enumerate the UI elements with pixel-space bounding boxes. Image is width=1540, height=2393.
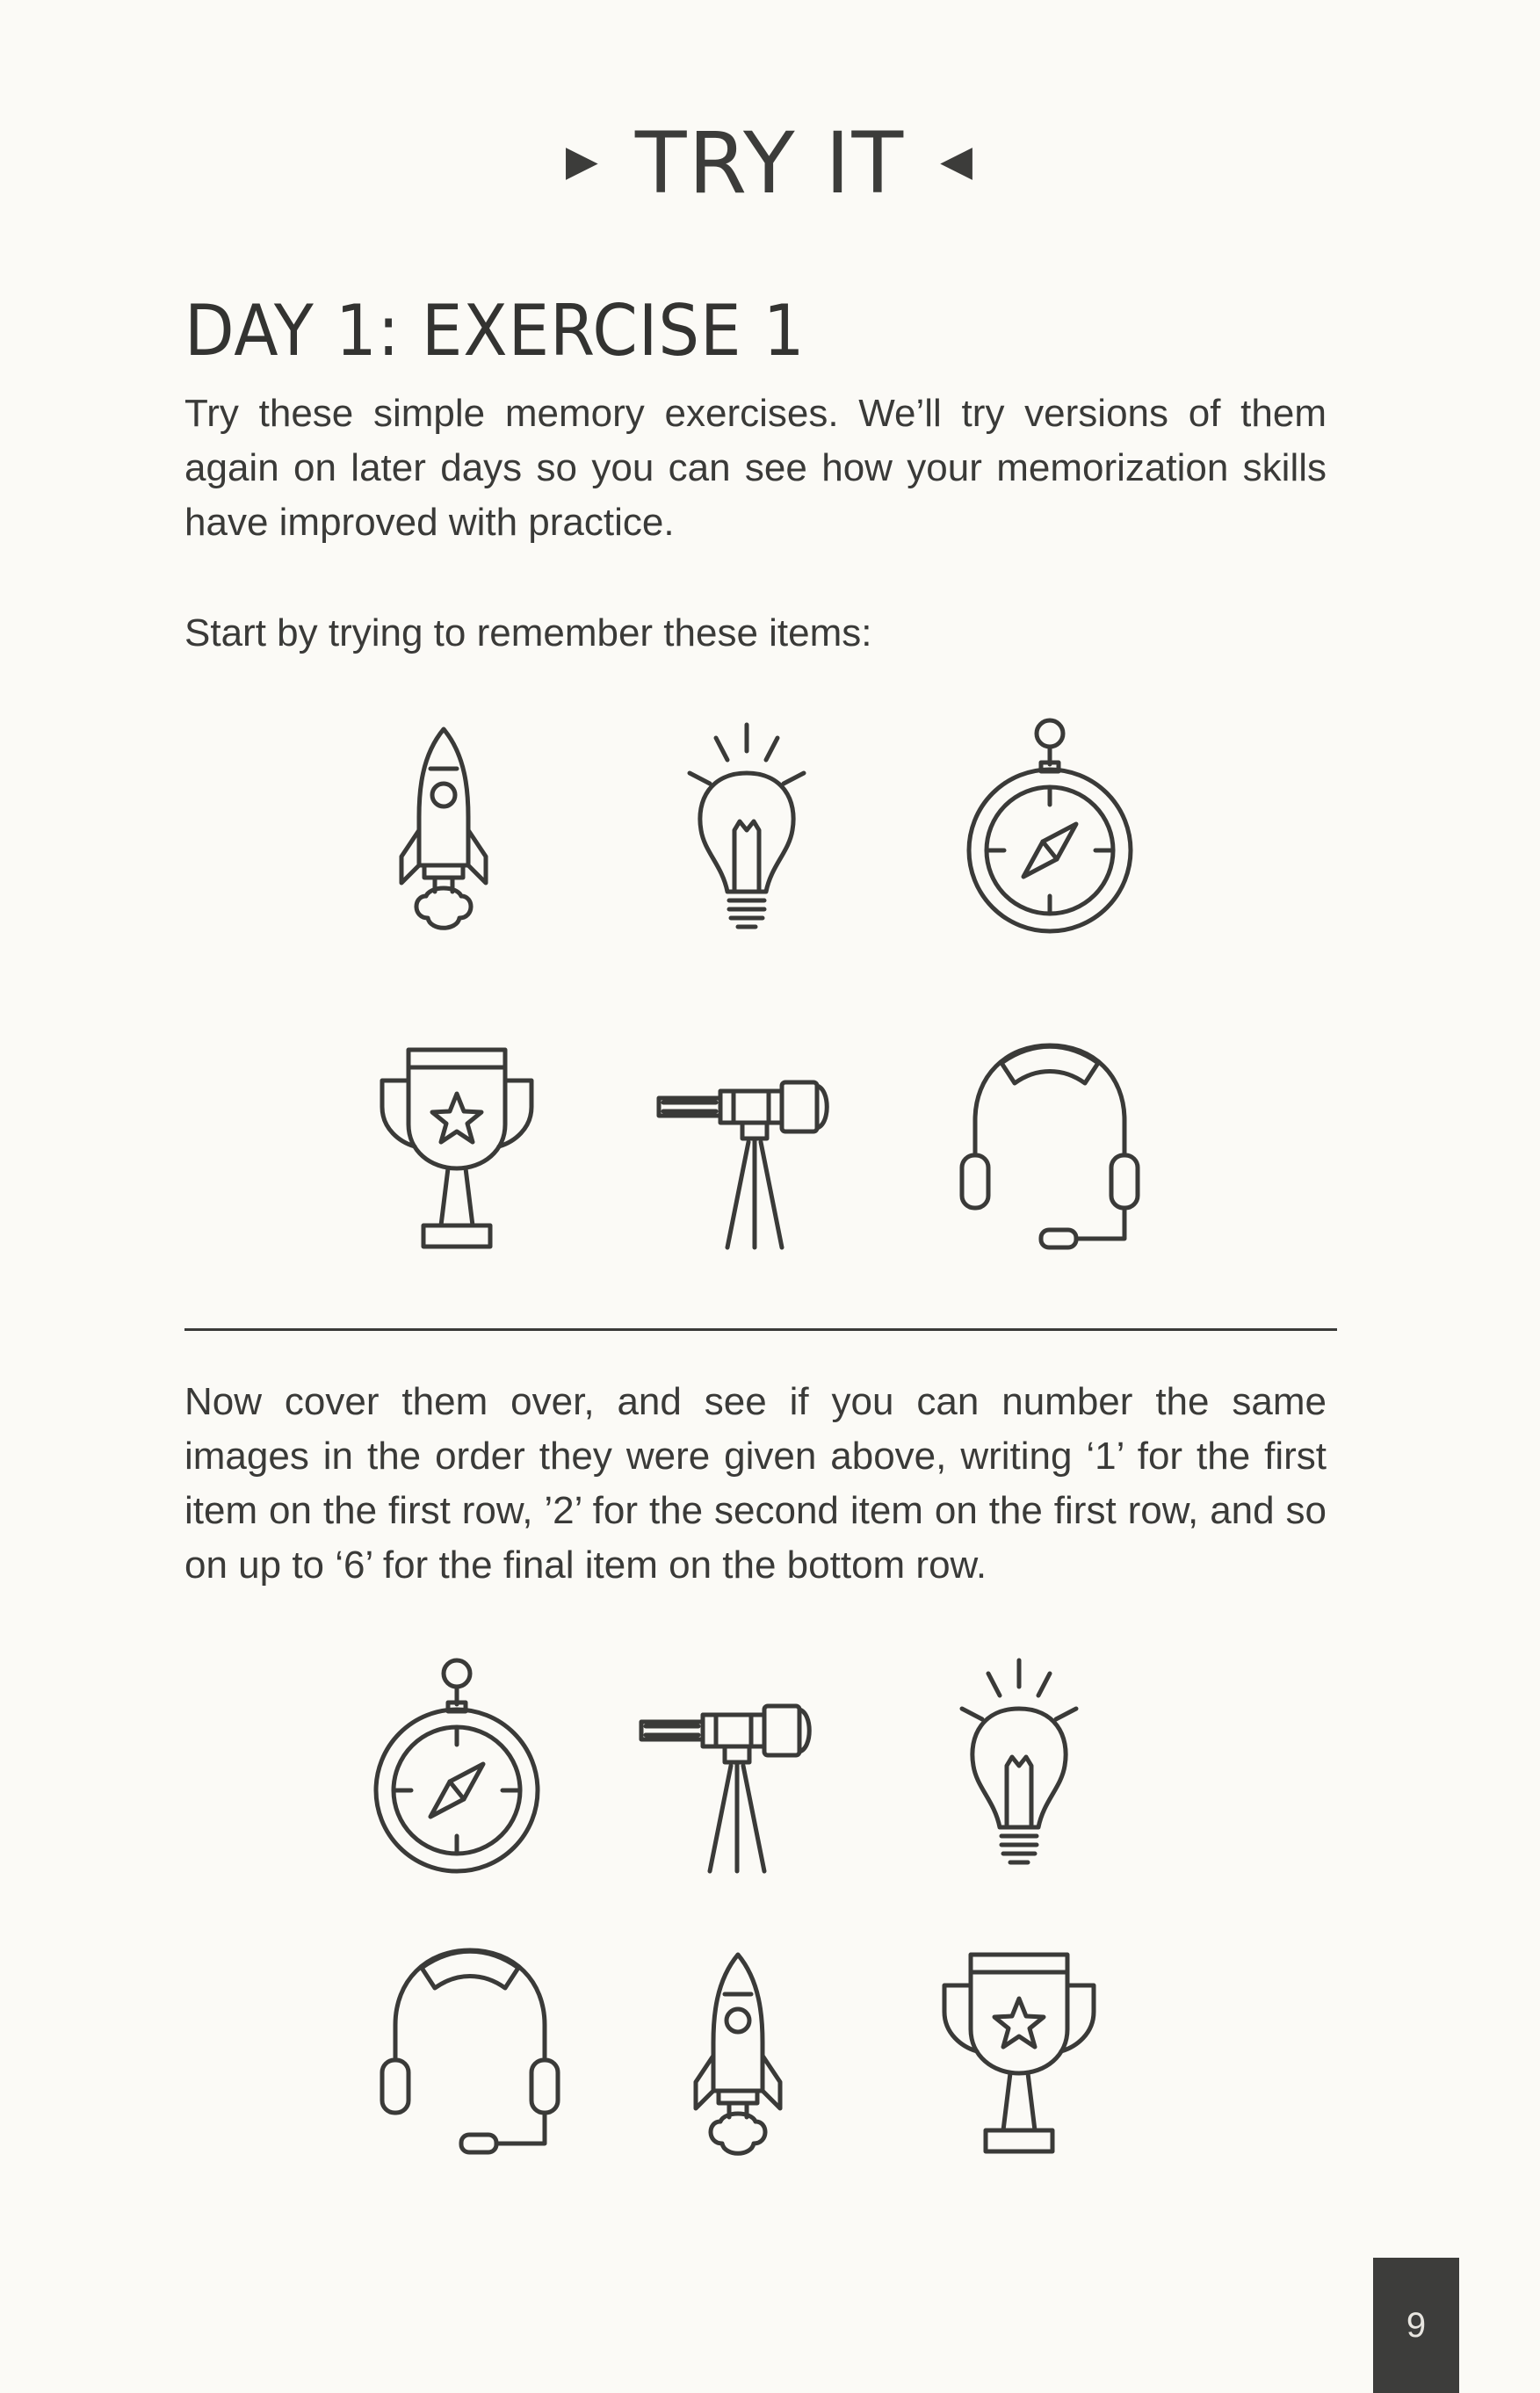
instructions-paragraph: Now cover them over, and see if you can number the same images in the order they were given above, writing ‘1’ for the first item on the first row, ’2’ for the second item on the first row, and so on up to ‘6’ for the final item on the bottom row.: [184, 1380, 1327, 1587]
headset-icon: [373, 1928, 567, 2157]
compass-icon: [360, 1652, 553, 1880]
rocket-icon: [641, 1937, 835, 2165]
rocket-icon: [347, 712, 540, 940]
section-header: [0, 114, 1540, 213]
section-header-label: TRY IT: [634, 114, 906, 213]
prompt-paragraph: Start by trying to remember these items:: [184, 611, 872, 654]
page-number: 9: [1406, 2305, 1427, 2345]
headset-icon: [953, 1023, 1146, 1252]
trophy-icon: [360, 1028, 553, 1256]
compass-icon: [953, 712, 1146, 940]
intro-paragraph: Try these simple memory exercises. We’ll try versions of them again on later days so you can see how your memorization skills have improved with practice.: [184, 392, 1327, 544]
telescope-icon: [633, 1652, 826, 1880]
lightbulb-icon: [650, 712, 843, 940]
left-pointer-icon: ◀: [940, 135, 975, 185]
page-number-tab: [1373, 2258, 1459, 2393]
telescope-icon: [650, 1028, 843, 1256]
page-title: DAY 1: EXERCISE 1: [184, 290, 806, 372]
lightbulb-icon: [922, 1647, 1116, 1876]
divider: [184, 1328, 1337, 1331]
trophy-icon: [922, 1933, 1116, 2161]
right-pointer-icon: ▶: [565, 135, 600, 185]
